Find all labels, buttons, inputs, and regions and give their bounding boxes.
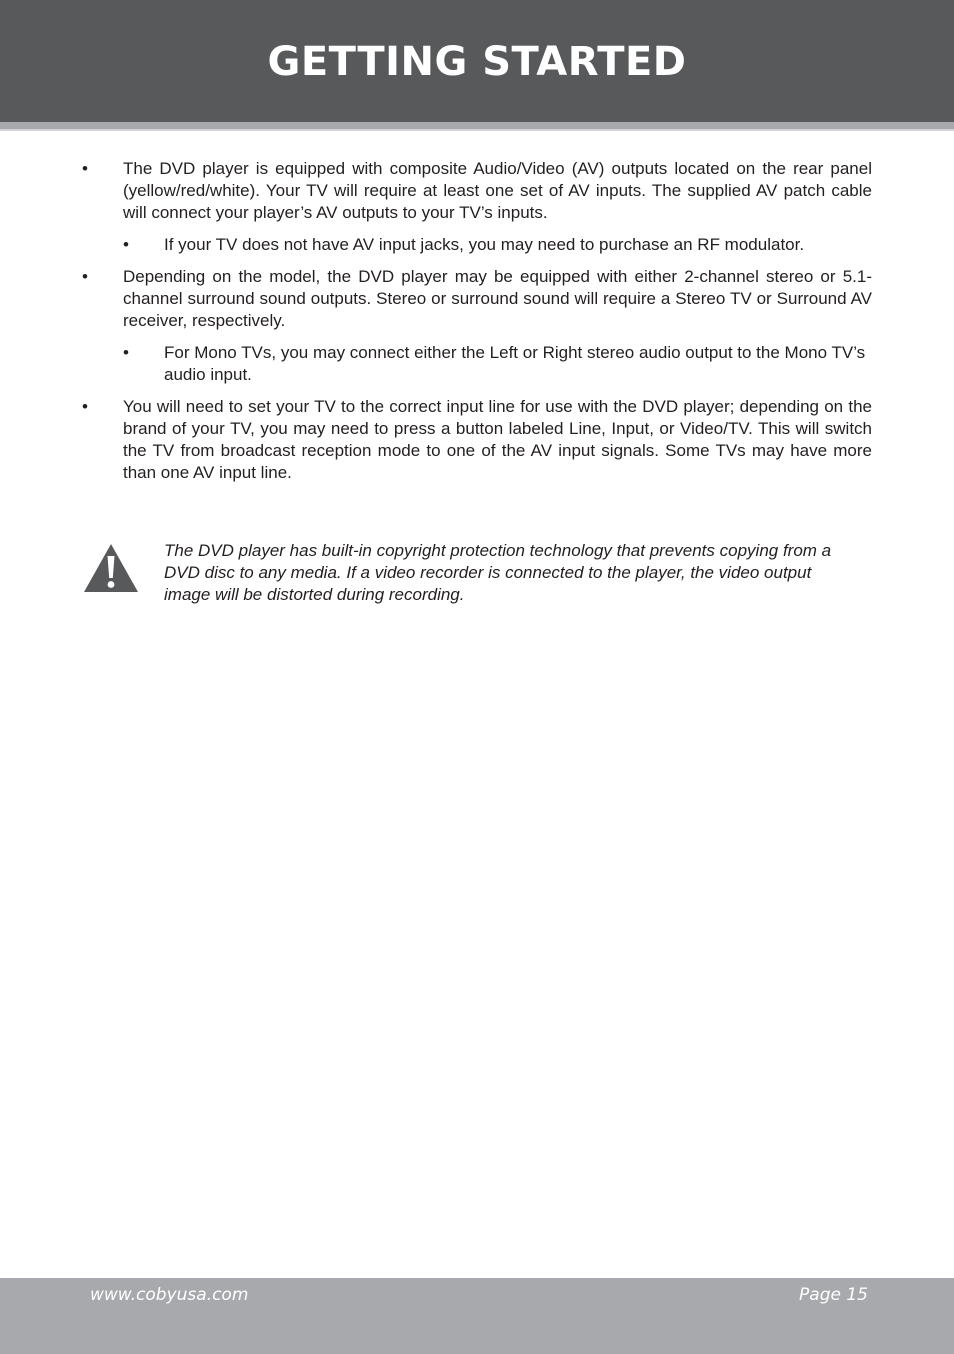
header-divider-light <box>0 129 954 131</box>
bullet-marker: • <box>82 267 88 286</box>
page-footer <box>0 1278 954 1354</box>
list-item-text: Depending on the model, the DVD player may be equipped with either 2-channel stereo or 5.1-channel surround sound outputs. Stereo or surround sound will require a Stereo TV or Surround AV receiver, respectively. <box>123 267 872 330</box>
list-item-text: You will need to set your TV to the correct input line for use with the DVD player; depending on the brand of your TV, you may need to press a button labeled Line, Input, or Video/TV. This will switch the TV from broadcast reception mode to one of the AV input signals. Some TVs may have more than one AV input line. <box>123 397 872 482</box>
sub-list-item <box>82 342 872 386</box>
list-item-text: For Mono TVs, you may connect either the Left or Right stereo audio output to the Mono TV’s audio input. <box>164 343 866 384</box>
caution-note <box>82 540 872 606</box>
list-item <box>82 396 872 484</box>
bullet-marker: • <box>123 235 129 254</box>
sub-list-item <box>82 234 872 256</box>
page-title: GETTING STARTED <box>267 39 687 85</box>
bullet-marker: • <box>123 343 129 362</box>
bullet-list <box>82 158 872 484</box>
caution-text: The DVD player has built-in copyright protection technology that prevents copying from a DVD disc to any media. If a video recorder is connected to the player, the video output image will be distorted during recording. <box>164 541 832 604</box>
bullet-marker: • <box>82 159 88 178</box>
bullet-marker: • <box>82 397 88 416</box>
page-header <box>0 0 954 124</box>
page-number: Page 15 <box>799 1285 868 1305</box>
list-item-text: If your TV does not have AV input jacks, you may need to purchase an RF modulator. <box>164 235 805 254</box>
warning-triangle-icon <box>82 542 140 594</box>
list-item <box>82 158 872 224</box>
list-item <box>82 266 872 332</box>
list-item-text: The DVD player is equipped with composite Audio/Video (AV) outputs located on the rear panel (yellow/red/white). Your TV will require at least one set of AV inputs. The supplied AV patch cable will connect your player’s AV outputs to your TV’s inputs. <box>123 159 872 222</box>
website-link[interactable]: www.cobyusa.com <box>90 1285 249 1305</box>
